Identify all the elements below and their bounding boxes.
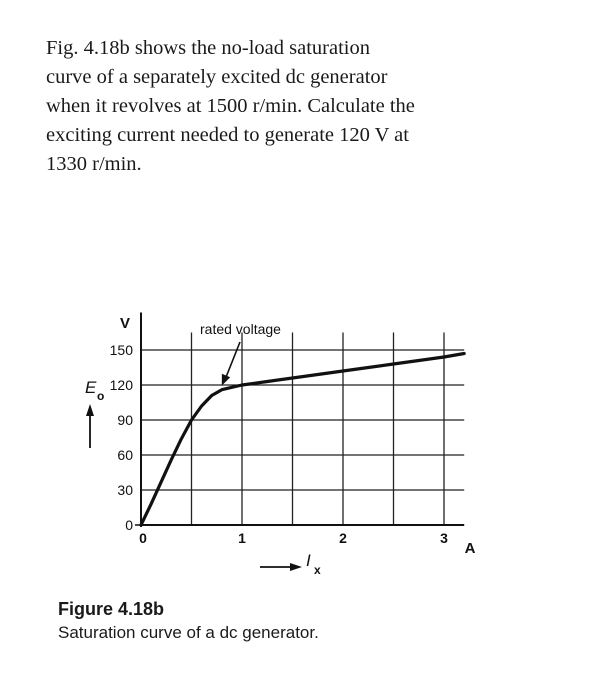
y-tick-label: 90 (117, 412, 133, 428)
annotation-text: rated voltage (200, 321, 281, 337)
x-unit-label: A (464, 540, 476, 557)
problem-line: curve of a separately excited dc generator (46, 66, 388, 88)
problem-line: when it revolves at 1500 r/min. Calculate the (46, 95, 415, 117)
y-tick-label: 150 (109, 342, 133, 358)
annotation-arrowhead (222, 374, 230, 386)
caption-title: Figure 4.18b (58, 599, 165, 619)
problem-statement (46, 34, 466, 179)
x-tick-label: 2 (339, 530, 347, 546)
y-label-subscript: o (97, 389, 105, 403)
x-axis-label (260, 551, 321, 577)
y-tick-label: 0 (125, 517, 133, 533)
problem-line: 1330 r/min. (46, 153, 142, 175)
y-unit-label: V (119, 315, 131, 332)
y-label-arrowhead (86, 404, 94, 416)
saturation-curve (141, 354, 464, 526)
y-tick-label: 120 (109, 377, 133, 393)
x-label-main: I (306, 551, 311, 570)
x-tick-label: 3 (440, 530, 448, 546)
problem-line: exciting current needed to generate 120 V at (46, 124, 409, 146)
x-tick-labels (139, 530, 448, 546)
x-label-subscript: x (314, 563, 321, 577)
y-label-main: E (85, 378, 97, 397)
y-tick-labels (110, 342, 141, 533)
problem-line: Fig. 4.18b shows the no-load saturation (46, 37, 370, 59)
annotation-arrow (226, 342, 240, 378)
y-tick-label: 30 (117, 482, 133, 498)
y-tick-label: 60 (117, 447, 133, 463)
figure-caption (58, 596, 319, 644)
annotation-rated-voltage (200, 321, 281, 386)
x-tick-label: 1 (238, 530, 246, 546)
caption-text: Saturation curve of a dc generator. (58, 623, 319, 642)
y-axis-label (85, 378, 104, 448)
x-label-arrowhead (290, 563, 302, 571)
x-tick-label: 0 (139, 530, 147, 546)
saturation-chart (0, 290, 611, 600)
